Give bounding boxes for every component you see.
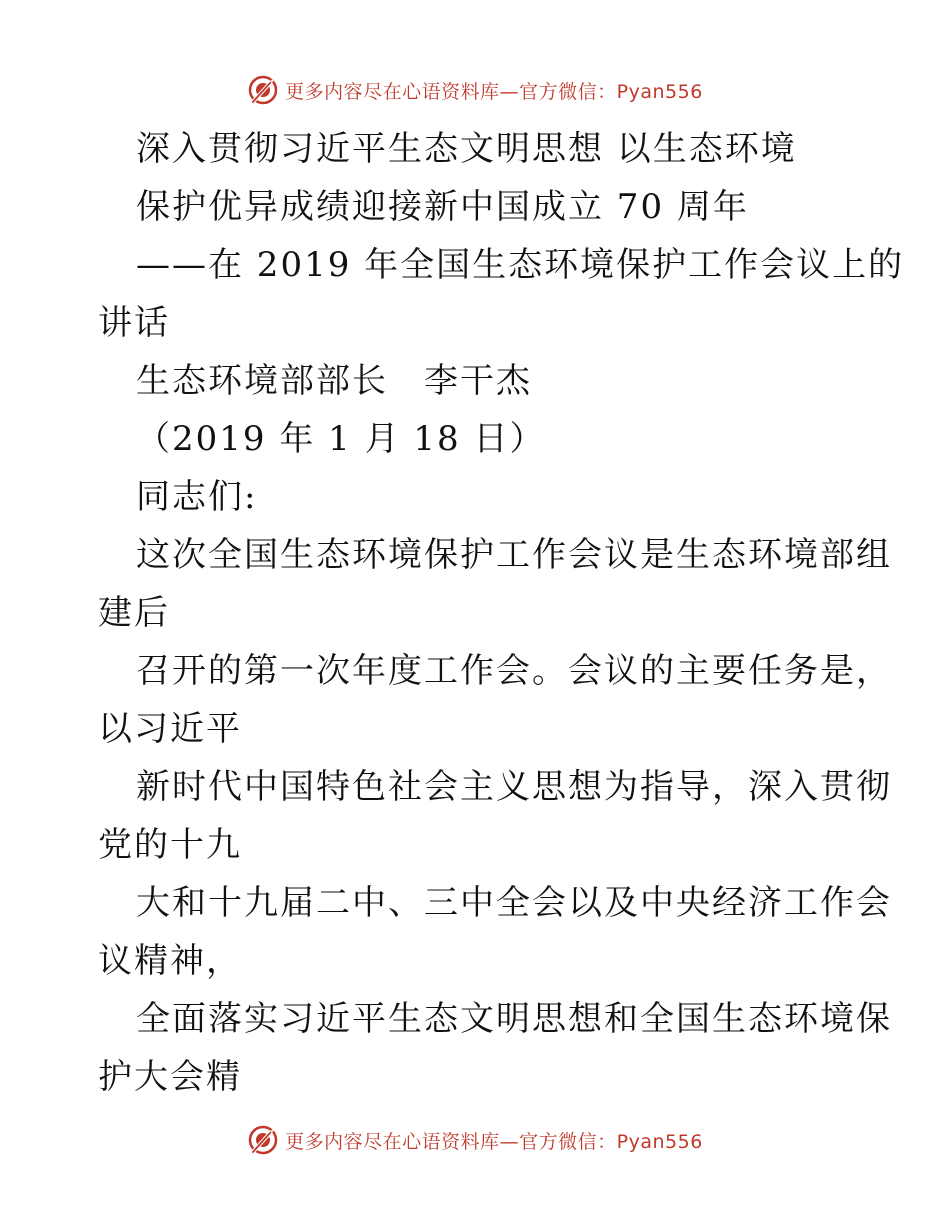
subtitle-line-1: ——在 2019 年全国生态环境保护工作会议上的 bbox=[136, 245, 905, 285]
date-line: （2019 年 1 月 18 日） bbox=[136, 419, 546, 459]
document-body bbox=[98, 120, 905, 1106]
quill-seal-icon bbox=[247, 74, 279, 106]
body-line: 全面落实习近平生态文明思想和全国生态环境保 bbox=[136, 999, 892, 1039]
footer-banner bbox=[0, 1120, 950, 1160]
body-line: 建后 bbox=[98, 593, 170, 633]
footer-banner-text: 更多内容尽在心语资料库—官方微信：Pyan556 bbox=[285, 1130, 703, 1153]
title-line-1: 深入贯彻习近平生态文明思想 以生态环境 bbox=[136, 129, 797, 169]
subtitle-line-2: 讲话 bbox=[98, 303, 170, 343]
body-line: 护大会精 bbox=[98, 1057, 242, 1097]
speaker-line: 生态环境部部长 李干杰 bbox=[136, 361, 532, 401]
title-line-2: 保护优异成绩迎接新中国成立 70 周年 bbox=[136, 187, 749, 227]
salutation-line: 同志们: bbox=[136, 477, 258, 517]
quill-seal-icon bbox=[247, 1124, 279, 1156]
header-banner-text: 更多内容尽在心语资料库—官方微信：Pyan556 bbox=[285, 80, 703, 103]
body-line: 议精神， bbox=[98, 941, 242, 981]
body-line: 大和十九届二中、三中全会以及中央经济工作会 bbox=[136, 883, 892, 923]
body-line: 以习近平 bbox=[98, 709, 242, 749]
body-line: 召开的第一次年度工作会。会议的主要任务是， bbox=[136, 651, 892, 691]
body-line: 这次全国生态环境保护工作会议是生态环境部组 bbox=[136, 535, 892, 575]
body-line: 党的十九 bbox=[98, 825, 242, 865]
body-line: 新时代中国特色社会主义思想为指导，深入贯彻 bbox=[136, 767, 892, 807]
header-banner bbox=[0, 70, 950, 110]
